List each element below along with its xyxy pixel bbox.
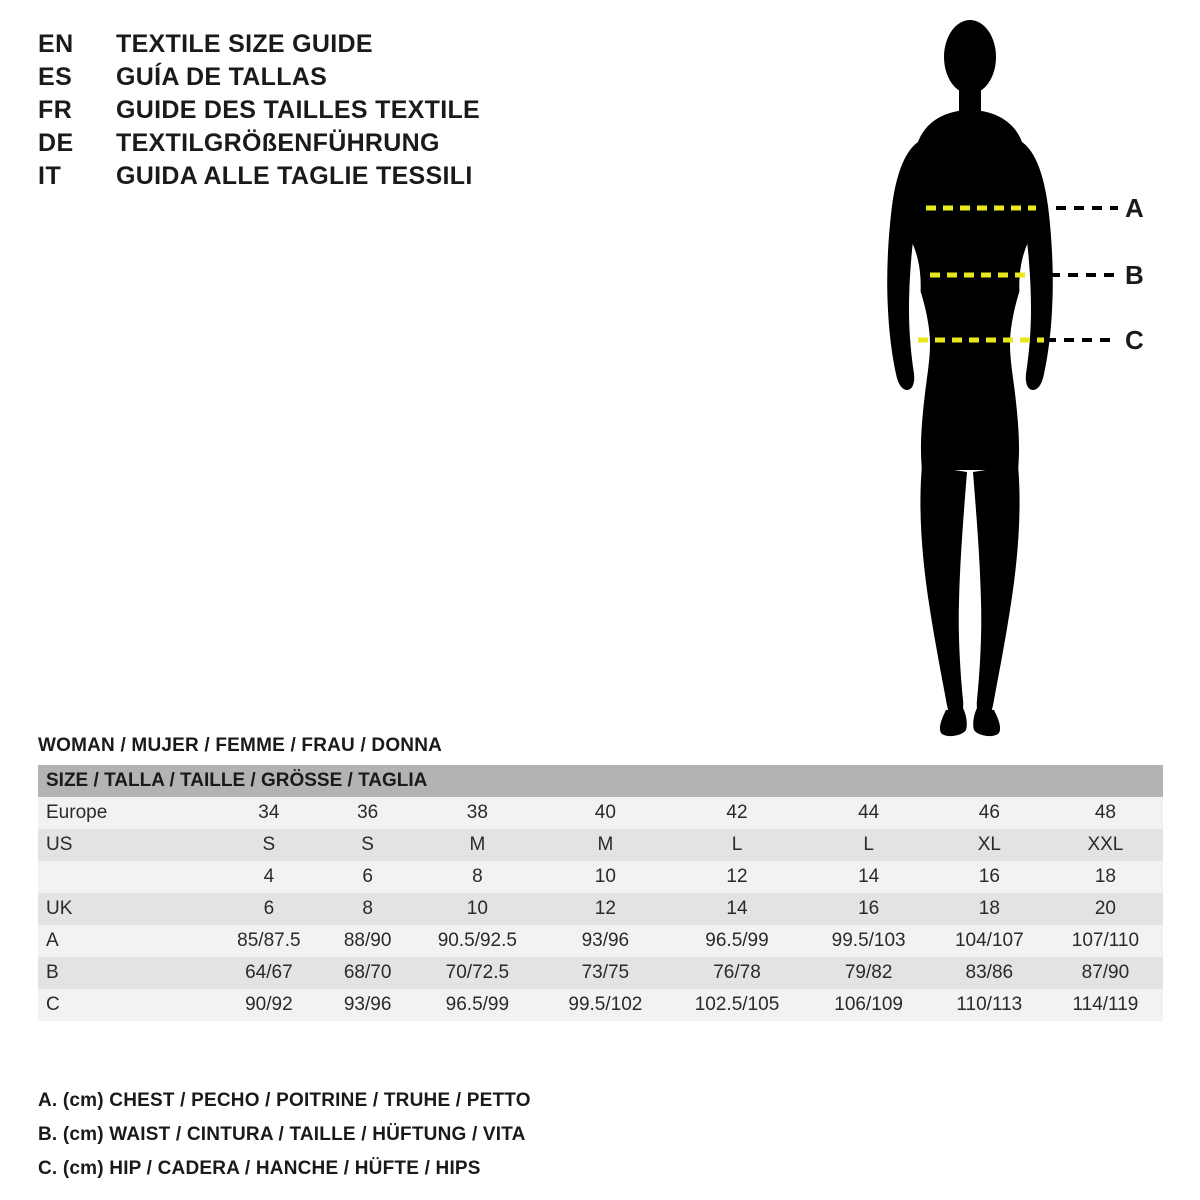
cell-europe-0: 34 xyxy=(258,802,280,823)
cell-b-7: 87/90 xyxy=(1081,962,1130,983)
cell-us-0: S xyxy=(262,834,276,855)
marker-label-b: B xyxy=(1125,260,1144,290)
footnotes xyxy=(38,1090,838,1192)
cell-c-0: 90/92 xyxy=(245,994,293,1015)
cell-a-2: 90.5/92.5 xyxy=(437,930,517,951)
cell-c-5: 106/109 xyxy=(834,994,903,1015)
cell-a-5: 99.5/103 xyxy=(831,930,906,951)
cell-us-2: M xyxy=(469,834,486,855)
cell-europe-6: 46 xyxy=(978,802,1000,823)
cell-us-6: XL xyxy=(977,834,1001,855)
title-row-fr xyxy=(38,96,558,125)
footnote-c: C. (cm) HIP / CADERA / HANCHE / HÜFTE / HIPS xyxy=(38,1158,481,1179)
cell-us-4: L xyxy=(731,834,743,855)
table-row xyxy=(38,797,1163,829)
cell-uk-4: 14 xyxy=(726,898,748,919)
row-label-c: C xyxy=(46,994,60,1015)
cell-a-7: 107/110 xyxy=(1071,930,1140,951)
woman-silhouette-icon xyxy=(860,10,1190,750)
cell-a-0: 85/87.5 xyxy=(237,930,301,951)
cell-c-3: 99.5/102 xyxy=(568,994,643,1015)
size-table xyxy=(38,765,1163,1021)
row-label-us-numeric xyxy=(38,861,214,893)
cell-usnum-6: 16 xyxy=(978,866,1000,887)
cell-europe-5: 44 xyxy=(858,802,880,823)
title-text-de: TEXTILGRÖßENFÜHRUNG xyxy=(116,129,440,157)
cell-b-6: 83/86 xyxy=(965,962,1014,983)
row-label-europe: Europe xyxy=(46,802,108,823)
cell-b-4: 76/78 xyxy=(713,962,761,983)
cell-usnum-2: 8 xyxy=(472,866,483,887)
cell-usnum-3: 10 xyxy=(594,866,616,887)
cell-europe-7: 48 xyxy=(1094,802,1116,823)
table-row xyxy=(38,957,1163,989)
cell-b-1: 68/70 xyxy=(343,962,392,983)
cell-usnum-4: 12 xyxy=(726,866,748,887)
title-lang-es: ES xyxy=(38,63,73,91)
cell-b-3: 73/75 xyxy=(581,962,630,983)
title-text-fr: GUIDE DES TAILLES TEXTILE xyxy=(116,96,481,124)
cell-usnum-7: 18 xyxy=(1094,866,1116,887)
table-header-row xyxy=(38,765,1163,797)
title-row-es xyxy=(38,63,558,92)
row-label-uk: UK xyxy=(46,898,73,919)
title-row-it xyxy=(38,162,558,191)
figure-area xyxy=(860,10,1190,750)
cell-b-2: 70/72.5 xyxy=(445,962,510,983)
cell-europe-4: 42 xyxy=(726,802,748,823)
cell-uk-5: 16 xyxy=(858,898,880,919)
cell-c-4: 102.5/105 xyxy=(694,994,780,1015)
footnote-b: B. (cm) WAIST / CINTURA / TAILLE / HÜFTUNG / VITA xyxy=(38,1124,526,1145)
table-row xyxy=(38,925,1163,957)
cell-a-4: 96.5/99 xyxy=(705,930,769,951)
table-row xyxy=(38,989,1163,1021)
cell-uk-6: 18 xyxy=(978,898,1000,919)
title-lang-en: EN xyxy=(38,30,74,58)
title-row-en xyxy=(38,30,558,59)
cell-uk-3: 12 xyxy=(594,898,616,919)
cell-uk-0: 6 xyxy=(263,898,275,919)
footnote-a: A. (cm) CHEST / PECHO / POITRINE / TRUHE / PETTO xyxy=(38,1090,531,1111)
table-row xyxy=(38,861,1163,893)
cell-c-7: 114/119 xyxy=(1072,994,1139,1015)
cell-europe-2: 38 xyxy=(466,802,488,823)
title-block xyxy=(38,30,558,195)
cell-us-7: XXL xyxy=(1087,834,1124,855)
row-label-b: B xyxy=(46,962,59,983)
cell-europe-1: 36 xyxy=(357,802,379,823)
title-lang-it: IT xyxy=(38,162,62,190)
cell-us-5: L xyxy=(863,834,874,855)
cell-us-1: S xyxy=(361,834,374,855)
title-lang-fr: FR xyxy=(38,96,73,124)
cell-a-3: 93/96 xyxy=(581,930,630,951)
title-text-en: TEXTILE SIZE GUIDE xyxy=(116,30,373,58)
cell-b-5: 79/82 xyxy=(844,962,893,983)
table-header-label: SIZE / TALLA / TAILLE / GRÖSSE / TAGLIA xyxy=(46,770,428,791)
cell-usnum-1: 6 xyxy=(362,866,373,887)
cell-uk-2: 10 xyxy=(466,898,488,919)
title-text-it: GUIDA ALLE TAGLIE TESSILI xyxy=(116,162,473,190)
cell-uk-1: 8 xyxy=(362,898,373,919)
cell-europe-3: 40 xyxy=(594,802,616,823)
cell-usnum-0: 4 xyxy=(263,866,275,887)
cell-c-2: 96.5/99 xyxy=(445,994,510,1015)
cell-b-0: 64/67 xyxy=(245,962,293,983)
row-label-us: US xyxy=(46,834,73,855)
marker-label-a: A xyxy=(1125,193,1144,223)
cell-c-6: 110/113 xyxy=(956,994,1023,1015)
table-row xyxy=(38,829,1163,861)
group-label: WOMAN / MUJER / FEMME / FRAU / DONNA xyxy=(38,735,443,756)
size-table-section xyxy=(38,735,1163,1021)
cell-a-6: 104/107 xyxy=(954,930,1024,951)
cell-a-1: 88/90 xyxy=(343,930,392,951)
cell-uk-7: 20 xyxy=(1094,898,1116,919)
row-label-a: A xyxy=(46,930,59,951)
marker-label-c: C xyxy=(1125,325,1144,355)
cell-usnum-5: 14 xyxy=(858,866,880,887)
title-row-de xyxy=(38,129,558,158)
title-lang-de: DE xyxy=(38,129,74,157)
title-text-es: GUÍA DE TALLAS xyxy=(116,63,328,91)
table-row xyxy=(38,893,1163,925)
cell-us-3: M xyxy=(597,834,614,855)
cell-c-1: 93/96 xyxy=(343,994,392,1015)
